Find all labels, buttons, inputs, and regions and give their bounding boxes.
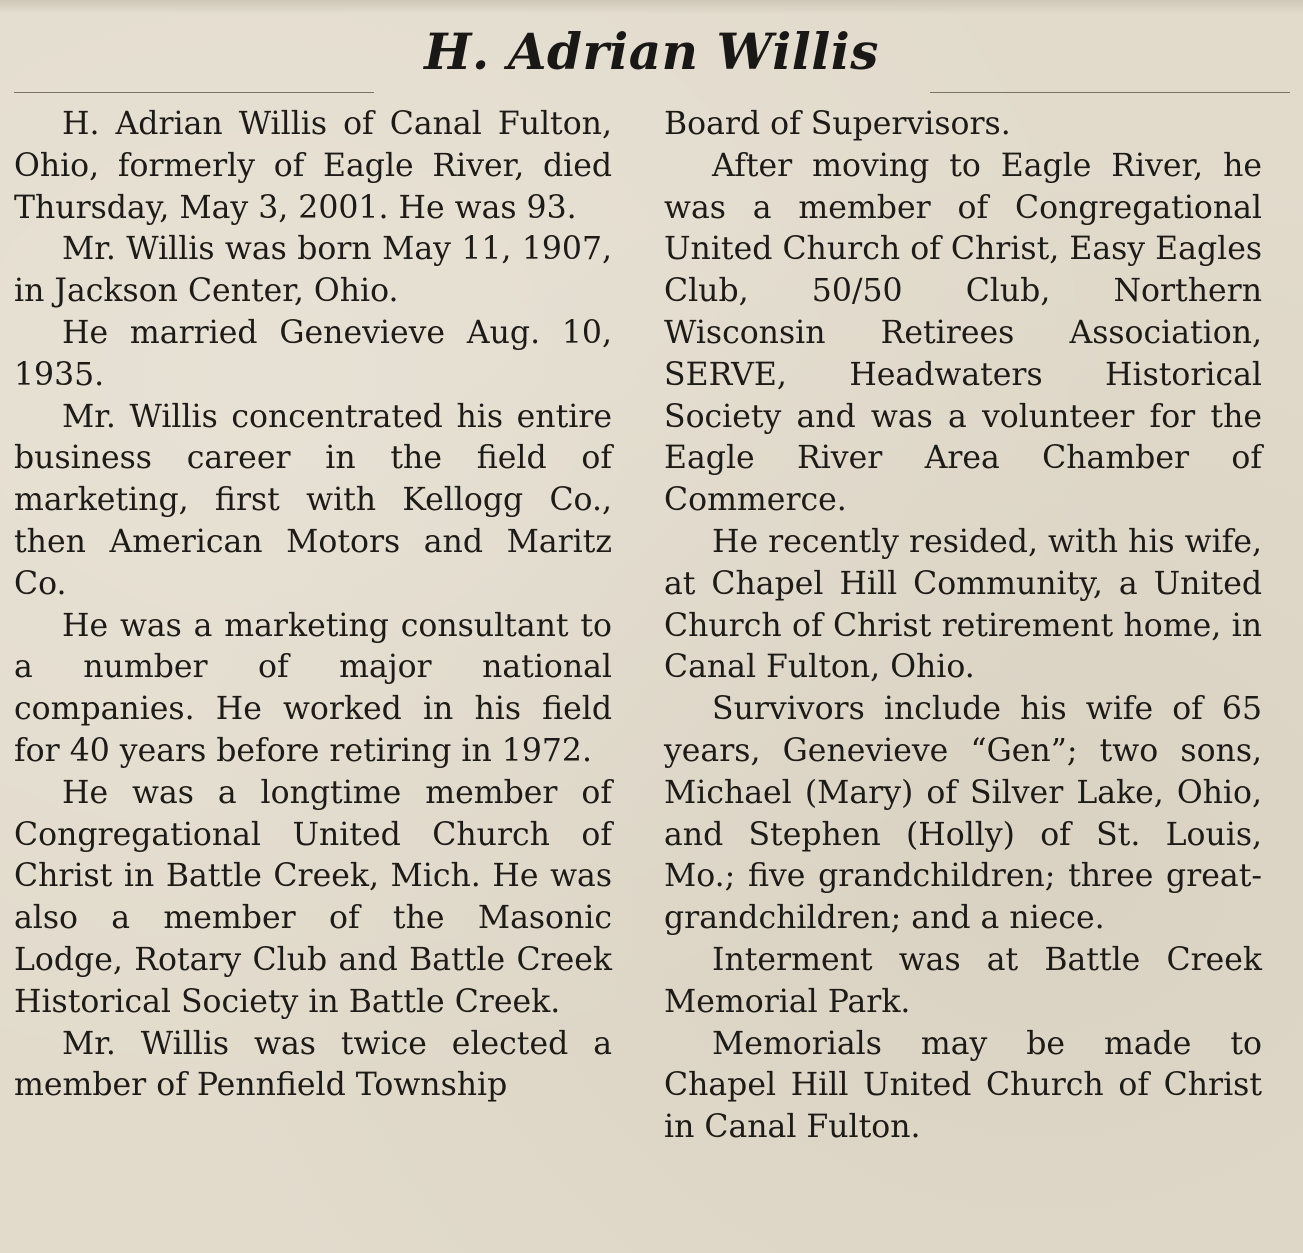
headline-rule-right: [930, 92, 1290, 93]
obituary-column-right: [664, 104, 1262, 1149]
paragraph-birth: Mr. Willis was born May 11, 1907, in Jackson Center, Ohio.: [14, 231, 612, 310]
paragraph-residence: He recently resided, with his wife, at Chapel Hill Community, a United Church of Christ retirement home, in Canal Fulton, Ohio.: [664, 523, 1262, 686]
paragraph-career: Mr. Willis concentrated his entire business career in the field of marketing, first with Kellogg Co., then American Motors and Maritz Co.: [14, 398, 612, 602]
paragraph-consultant: He was a marketing consultant to a number of major national companies. He worked in his field for 40 years before retiring in 1972.: [14, 607, 612, 769]
paragraph-memorials: Memorials may be made to Chapel Hill United Church of Christ in Canal Fulton.: [664, 1025, 1262, 1146]
paragraph-death-notice: H. Adrian Willis of Canal Fulton, Ohio, formerly of Eagle River, died Thursday, May 3, 2001. He was 93.: [14, 106, 612, 226]
paragraph-interment: Interment was at Battle Creek Memorial Park.: [664, 941, 1262, 1020]
paragraph-eagle-river: After moving to Eagle River, he was a member of Congregational United Church of Christ, Easy Eagles Club, 50/50 Club, Northern Wisconsin Retirees Association, SERVE, Headwaters Historical Society and was a volunteer for the Eagle River Area Chamber of Commerce.: [664, 147, 1262, 519]
previous-article-bleed: [0, 0, 1303, 14]
paragraph-township-continued: Board of Supervisors.: [664, 106, 1011, 142]
paragraph-marriage: He married Genevieve Aug. 10, 1935.: [14, 314, 612, 393]
paragraph-memberships: He was a longtime member of Congregational United Church of Christ in Battle Creek, Mich. He was also a member of the Masonic Lodge, Rotary Club and Battle Creek Historical Society in Battle Creek.: [14, 774, 612, 1020]
headline-rule-left: [14, 92, 374, 93]
paragraph-township: Mr. Willis was twice elected a member of Pennfield Township: [14, 1025, 612, 1104]
obituary-headline: H. Adrian Willis: [424, 22, 879, 81]
obituary-column-left: [14, 104, 612, 1107]
paragraph-survivors: Survivors include his wife of 65 years, Genevieve “Gen”; two sons, Michael (Mary) of Silver Lake, Ohio, and Stephen (Holly) of St. Louis, Mo.; five grandchildren; three great-grandchildren; and a niece.: [664, 691, 1262, 937]
